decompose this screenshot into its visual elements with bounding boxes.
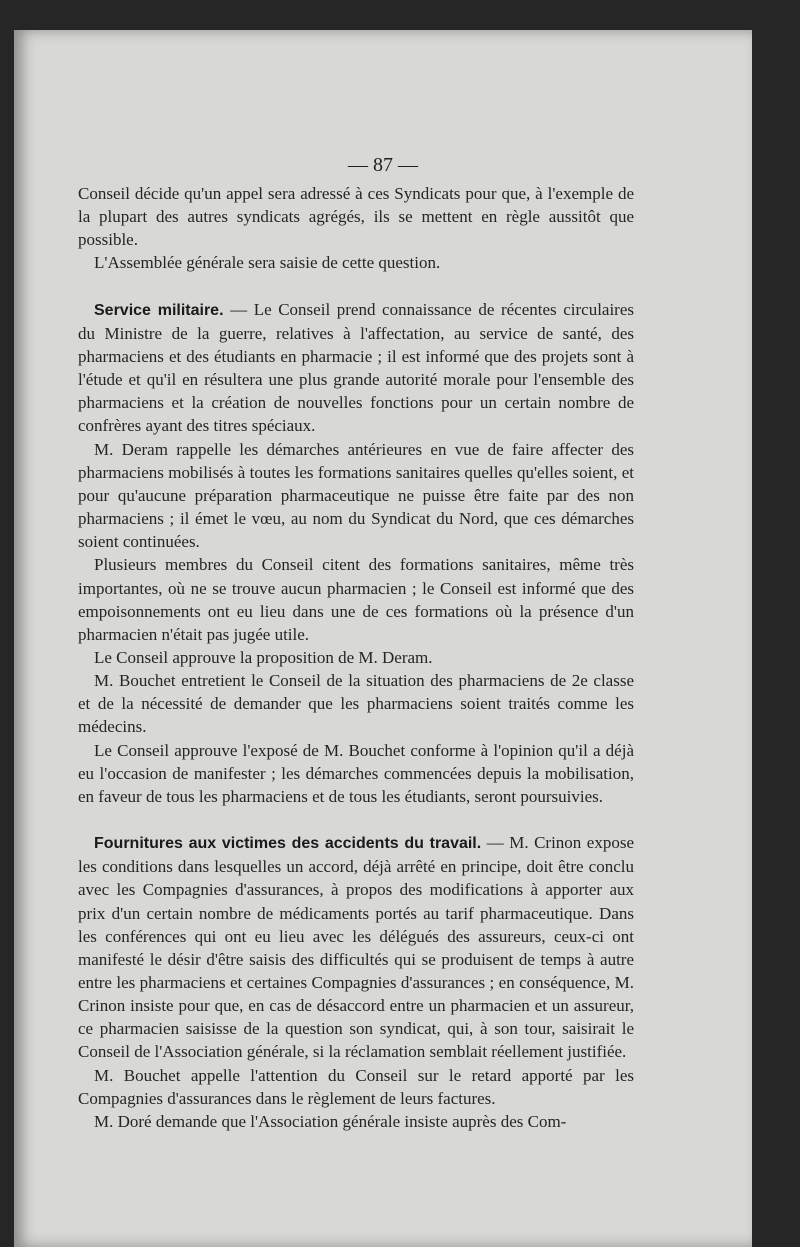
paragraph: Le Conseil approuve l'exposé de M. Bouchet conforme à l'opinion qu'il a déjà eu l'occasion de manifester ; les démarches commencées depuis la mobilisation, en faveur de tous les pharmaciens et de tous les étudiants, seront poursuivies. xyxy=(78,740,634,806)
paragraph: L'Assemblée générale sera saisie de cette question. xyxy=(94,253,441,273)
section-paragraph xyxy=(78,298,634,438)
page-body xyxy=(78,182,634,1133)
document-page xyxy=(14,30,752,1247)
section-lead-text: — Le Conseil prend connaissance de récentes circulaires du Ministre de la guerre, relatives à l'affectation, au service de santé, des pharmaciens et des étudiants en pharmacie ; il est informé que des projets sont à l'étude et qu'il en résultera une plus grande autorité morale pour l'ensemble des pharmaciens et la création de nouvelles fonctions pour un certain nombre de confrères ayant des titres spéciaux. xyxy=(78,299,635,436)
paragraph: Le Conseil approuve la proposition de M. Deram. xyxy=(94,647,433,667)
paragraph: M. Deram rappelle les démarches antérieures en vue de faire affecter des pharmaciens mobilisés à toutes les formations sanitaires quelles qu'elles soient, et pour qu'aucune préparation pharmaceutique ne puisse être faite par des non pharmaciens ; il émet le vœu, au nom du Syndicat du Nord, que ces démarches soient continuées. xyxy=(78,439,634,552)
section-heading-service-militaire: Service militaire. xyxy=(94,301,224,319)
page-number: — 87 — xyxy=(348,154,418,176)
paragraph: M. Bouchet entretient le Conseil de la situation des pharmaciens de 2e classe et de la nécessité de demander que les pharmaciens soient traités comme les médecins. xyxy=(78,671,634,737)
section-heading-fournitures: Fournitures aux victimes des accidents du travail. xyxy=(94,835,482,853)
section-lead-text: — M. Crinon expose les conditions dans lesquelles un accord, déjà arrêté en principe, doit être conclu avec les Compagnies d'assurances, à propos des modifications à apporter aux prix d'un certain nombre de médicaments portés au tarif pharmaceutique. Dans les conférences qui ont eu lieu avec les délégués des assureurs, ceux-ci ont manifesté le désir d'être saisis des difficultés qui se produisent de temps à autre entre les pharmaciens et certaines Compagnies d'assurances ; en conséquence, M. Crinon insiste pour que, en cas de désaccord entre un pharmacien et un assureur, ce pharmacien saisisse de la question son syndicat, qui, à son tour, saisirait le Conseil de l'Association générale, si la réclamation semblait réellement justifiée. xyxy=(78,833,635,1062)
section-paragraph xyxy=(78,831,634,1064)
paragraph: M. Doré demande que l'Association générale insiste auprès des Com- xyxy=(94,1111,567,1131)
paragraph: M. Bouchet appelle l'attention du Conseil sur le retard apporté par les Compagnies d'assurances dans le règlement de leurs factures. xyxy=(78,1065,634,1108)
paragraph: Conseil décide qu'un appel sera adressé à ces Syndicats pour que, à l'exemple de la plupart des autres syndicats agrégés, ils se mettent en règle aussitôt que possible. xyxy=(78,184,634,250)
paragraph: Plusieurs membres du Conseil citent des formations sanitaires, même très importantes, où ne se trouve aucun pharmacien ; le Conseil est informé que des empoisonnements ont eu lieu dans une de ces formations où la présence d'un pharmacien n'était pas jugée utile. xyxy=(78,555,634,644)
